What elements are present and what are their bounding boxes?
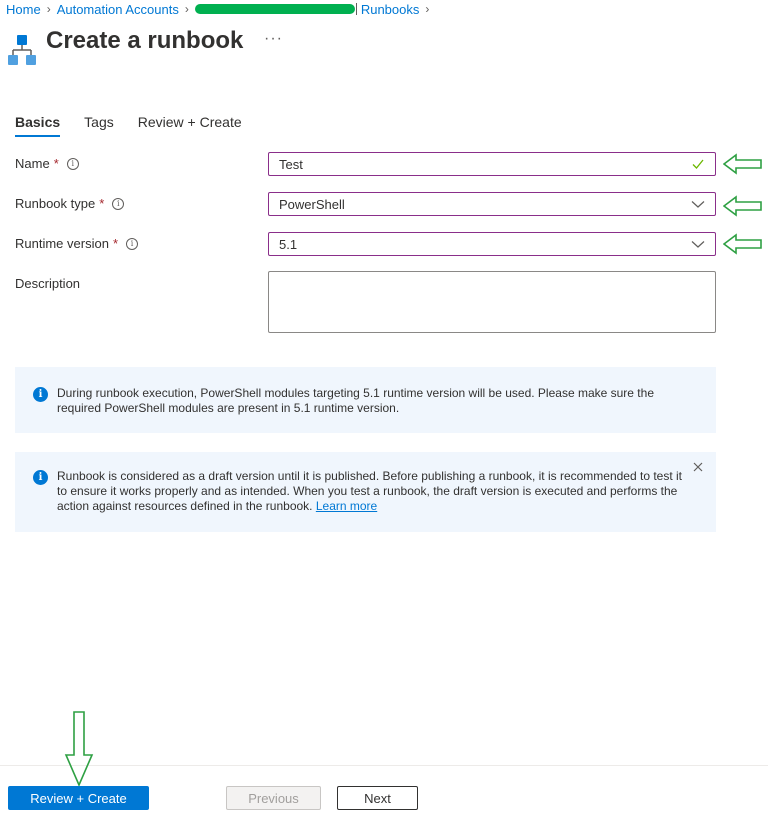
runbook-icon (8, 35, 36, 65)
runtime-version-value: 5.1 (279, 236, 298, 252)
close-icon[interactable] (693, 462, 703, 472)
chevron-right-icon: › (184, 2, 189, 16)
tab-bar (15, 114, 266, 137)
more-options-icon[interactable]: ··· (264, 30, 283, 47)
redacted-account-name (195, 4, 355, 14)
info-icon: i (33, 387, 48, 402)
chevron-right-icon: › (425, 2, 430, 16)
breadcrumb (6, 0, 435, 18)
info-icon[interactable]: i (67, 158, 79, 170)
breadcrumb-runbooks[interactable]: Runbooks (360, 1, 420, 17)
draft-info-text: Runbook is considered as a draft version until it is published. Before publishing a runbook, it is recommended to test it to ensure it works properly and as intended. When you test a runbook, the draft version is executed and performs the action against resources defined in the runbook. (57, 469, 683, 513)
chevron-right-icon: › (46, 2, 51, 16)
runbook-type-value: PowerShell (279, 196, 345, 212)
runtime-version-label-text: Runtime version (15, 236, 109, 251)
info-icon[interactable]: i (126, 238, 138, 250)
review-create-button[interactable]: Review + Create (8, 786, 149, 810)
page-title: Create a runbook (46, 27, 244, 54)
chevron-down-icon (691, 197, 705, 211)
chevron-down-icon (691, 237, 705, 251)
tab-tags[interactable]: Tags (84, 114, 114, 130)
description-textarea[interactable] (268, 271, 716, 333)
runtime-version-select[interactable] (268, 232, 716, 256)
footer-divider (0, 765, 768, 766)
annotation-arrow-left-icon (723, 195, 763, 217)
info-icon: i (33, 470, 48, 485)
tab-review-create[interactable]: Review + Create (137, 114, 242, 130)
runtime-info-text: During runbook execution, PowerShell modules targeting 5.1 runtime version will be used. Please make sure the required PowerShell modules are present in 5.1 runtime version. (57, 386, 654, 415)
runtime-info-message (15, 367, 716, 433)
previous-button[interactable]: Previous (226, 786, 321, 810)
name-input[interactable] (268, 152, 716, 176)
description-label: Description (15, 276, 81, 291)
divider (356, 3, 357, 15)
annotation-arrow-left-icon (723, 153, 763, 175)
draft-info-text-block (57, 469, 688, 514)
annotation-arrow-left-icon (723, 233, 763, 255)
breadcrumb-home[interactable]: Home (6, 1, 41, 17)
info-icon[interactable]: i (112, 198, 124, 210)
annotation-arrow-down-icon (64, 711, 94, 787)
name-label-text: Name (15, 156, 50, 171)
required-marker: * (112, 236, 118, 251)
runbook-type-label-text: Runbook type (15, 196, 96, 211)
next-button[interactable]: Next (337, 786, 418, 810)
runtime-version-label (15, 236, 138, 251)
runbook-type-select[interactable] (268, 192, 716, 216)
name-input-value: Test (279, 156, 303, 172)
required-marker: * (99, 196, 105, 211)
tab-basics[interactable]: Basics (15, 114, 60, 137)
name-label (15, 156, 79, 171)
breadcrumb-automation-accounts[interactable]: Automation Accounts (56, 1, 179, 17)
check-icon (691, 157, 705, 171)
learn-more-link[interactable]: Learn more (315, 499, 378, 513)
required-marker: * (53, 156, 59, 171)
runbook-type-label (15, 196, 124, 211)
draft-info-message (15, 452, 716, 532)
